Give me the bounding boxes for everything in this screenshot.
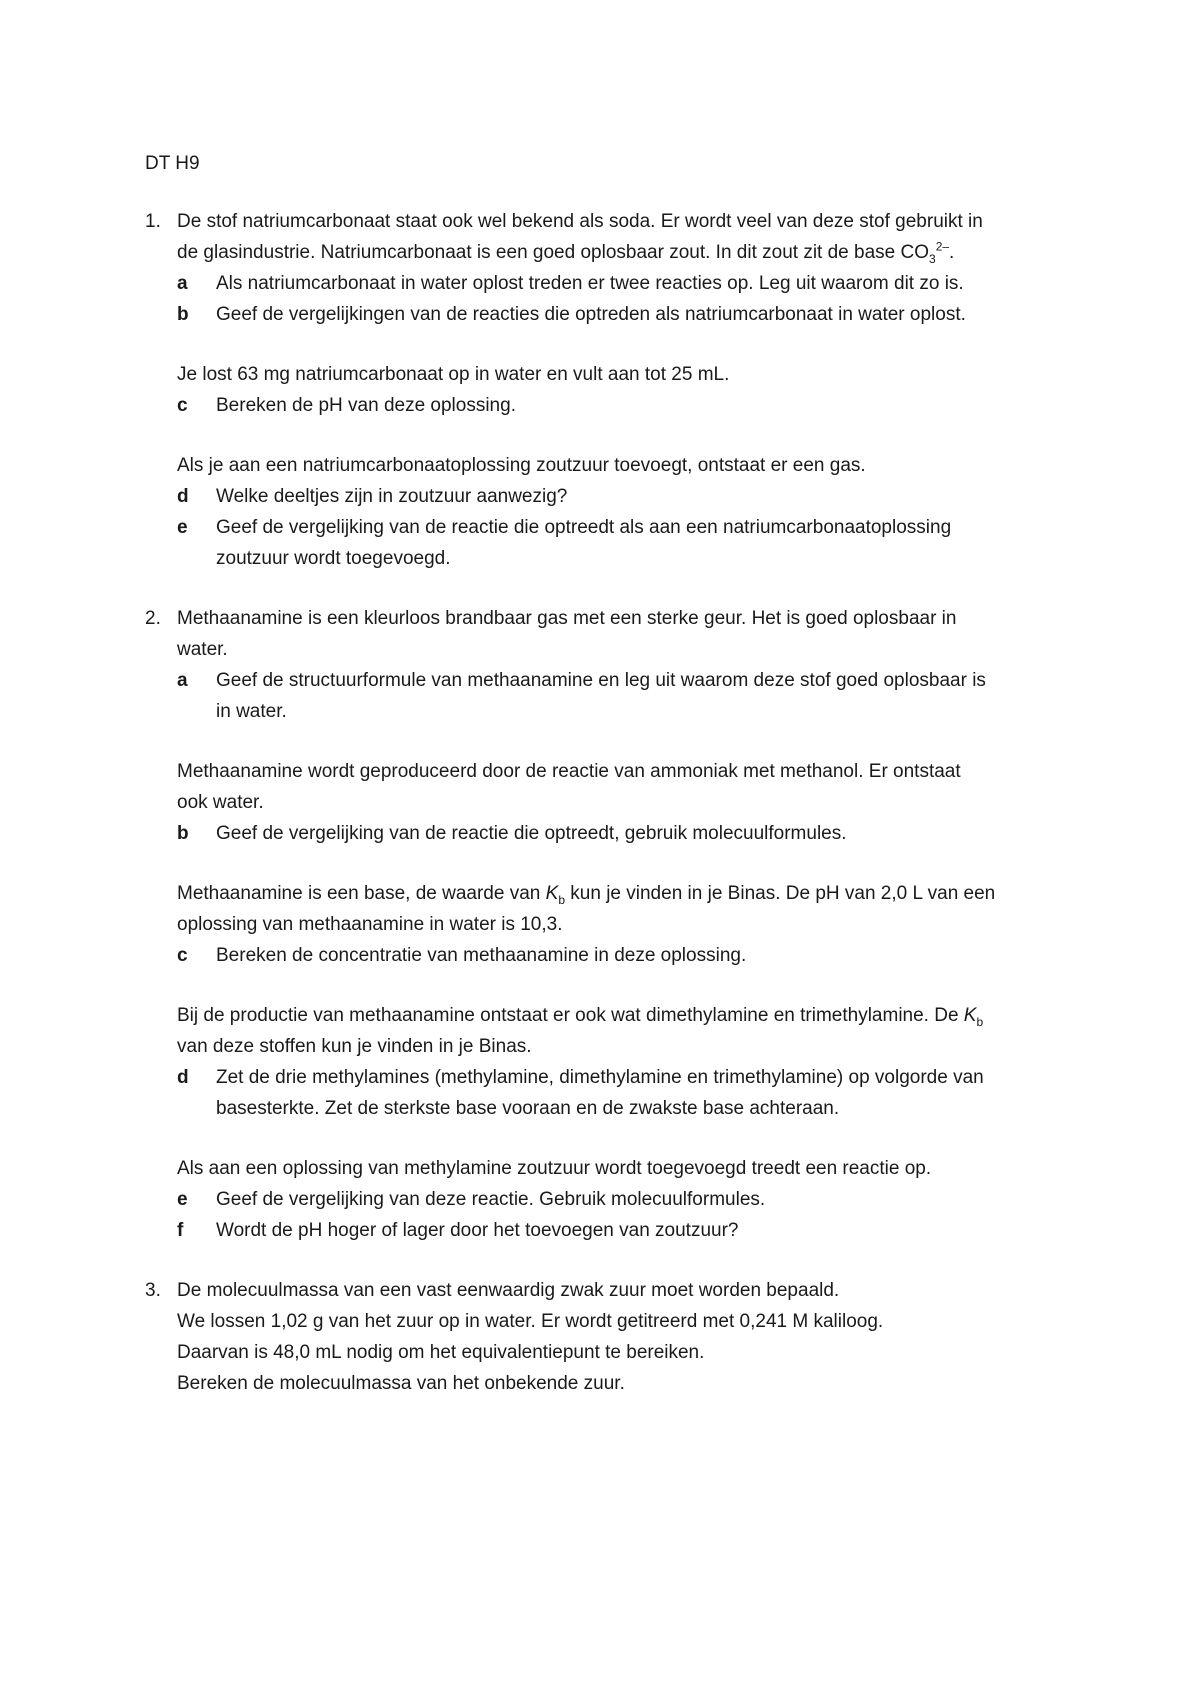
question-2-number: 2.	[145, 608, 161, 629]
question-3-line-2: We lossen 1,02 g van het zuur op in water. Er wordt getitreerd met 0,241 M kaliloog.	[177, 1311, 884, 1332]
question-3-line-3: Daarvan is 48,0 mL nodig om het equivalentiepunt te bereiken.	[177, 1342, 705, 1363]
question-3-number: 3.	[145, 1280, 161, 1301]
question-2-paragraph-2-line-2: ook water.	[177, 792, 264, 813]
question-2-paragraph-2-line-1: Methaanamine wordt geproduceerd door de reactie van ammoniak met methanol. Er ontstaat	[177, 761, 961, 782]
question-1-number: 1.	[145, 211, 161, 232]
question-2c-text: Bereken de concentratie van methaanamine in deze oplossing.	[216, 945, 747, 966]
question-1d-label: d	[177, 486, 189, 507]
question-1c-text: Bereken de pH van deze oplossing.	[216, 395, 516, 416]
question-2-paragraph-4-line-1: Bij de productie van methaanamine ontstaat er ook wat dimethylamine en trimethylamine. De $K_b$	[177, 1005, 984, 1029]
question-2-intro-line-1: Methaanamine is een kleurloos brandbaar gas met een sterke geur. Het is goed oplosbaar in	[177, 608, 957, 629]
question-2-paragraph-4-line-2: van deze stoffen kun je vinden in je Binas.	[177, 1036, 532, 1057]
question-2d-label: d	[177, 1067, 189, 1088]
question-3-line-4: Bereken de molecuulmassa van het onbekende zuur.	[177, 1373, 625, 1394]
question-1-paragraph-3: Als je aan een natriumcarbonaatoplossing zoutzuur toevoegt, ontstaat er een gas.	[177, 455, 866, 476]
question-1d-text: Welke deeltjes zijn in zoutzuur aanwezig?	[216, 486, 568, 507]
document-title: DT H9	[145, 153, 200, 174]
question-1b-label: b	[177, 304, 189, 325]
question-1b-text: Geef de vergelijkingen van de reacties die optreden als natriumcarbonaat in water oplost.	[216, 304, 966, 325]
question-1e-text-line-2: zoutzuur wordt toegevoegd.	[216, 548, 451, 569]
question-2a-label: a	[177, 670, 188, 691]
question-1e-text-line-1: Geef de vergelijking van de reactie die optreedt als aan een natriumcarbonaatoplossing	[216, 517, 952, 538]
question-2-paragraph-5: Als aan een oplossing van methylamine zoutzuur wordt toegevoegd treedt een reactie op.	[177, 1158, 932, 1179]
question-1e-label: e	[177, 517, 188, 538]
question-1-intro-line-2: de glasindustrie. Natriumcarbonaat is een goed oplosbaar zout. In dit zout zit de base $CO_3^{2-}$.	[177, 239, 955, 266]
question-2-paragraph-3-line-1: Methaanamine is een base, de waarde van $K_b$ kun je vinden in je Binas. De pH van 2,0 L van een	[177, 883, 996, 907]
question-1-paragraph-2: Je lost 63 mg natriumcarbonaat op in water en vult aan tot 25 mL.	[177, 364, 730, 385]
question-2b-text: Geef de vergelijking van de reactie die optreedt, gebruik molecuulformules.	[216, 823, 847, 844]
question-2a-text-line-1: Geef de structuurformule van methaanamine en leg uit waarom deze stof goed oplosbaar is	[216, 670, 986, 691]
question-2f-label: f	[177, 1220, 184, 1241]
question-1c-label: c	[177, 395, 188, 416]
question-2e-text: Geef de vergelijking van deze reactie. Gebruik molecuulformules.	[216, 1189, 766, 1210]
question-2-intro-line-2: water.	[177, 639, 228, 660]
question-2f-text: Wordt de pH hoger of lager door het toevoegen van zoutzuur?	[216, 1220, 739, 1241]
question-2d-text-line-2: basesterkte. Zet de sterkste base vooraan en de zwakste base achteraan.	[216, 1098, 840, 1119]
question-2a-text-line-2: in water.	[216, 701, 287, 722]
question-2d-text-line-1: Zet de drie methylamines (methylamine, dimethylamine en trimethylamine) op volgorde van	[216, 1067, 984, 1088]
question-1-intro-line-1: De stof natriumcarbonaat staat ook wel bekend als soda. Er wordt veel van deze stof gebruikt in	[177, 211, 983, 232]
question-1a-label: a	[177, 273, 188, 294]
question-2c-label: c	[177, 945, 188, 966]
question-2b-label: b	[177, 823, 189, 844]
question-1a-text: Als natriumcarbonaat in water oplost treden er twee reacties op. Leg uit waarom dit zo is.	[216, 273, 964, 294]
question-3-line-1: De molecuulmassa van een vast eenwaardig zwak zuur moet worden bepaald.	[177, 1280, 840, 1301]
question-2-paragraph-3-line-2: oplossing van methaanamine in water is 10,3.	[177, 914, 563, 935]
question-2e-label: e	[177, 1189, 188, 1210]
